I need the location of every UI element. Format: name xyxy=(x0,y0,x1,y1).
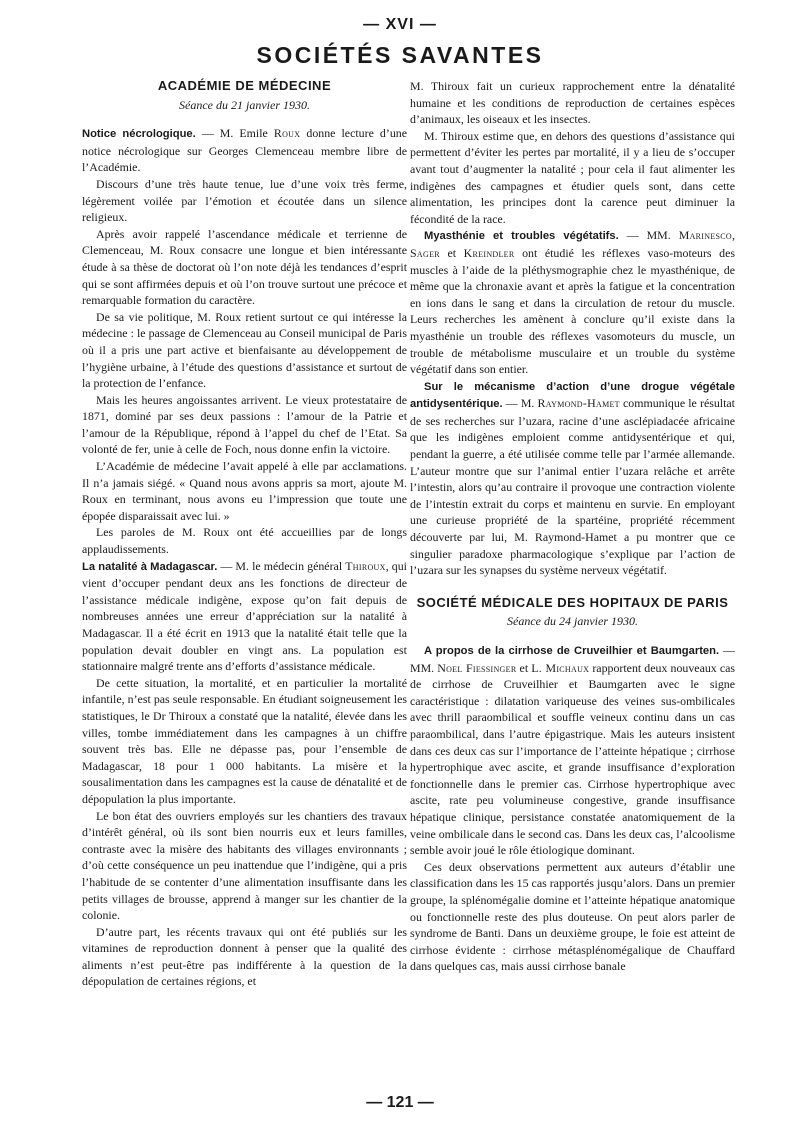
societe-medicale-heading: SOCIÉTÉ MÉDICALE DES HOPITAUX DE PARIS xyxy=(416,594,729,610)
rubric-natalite: La natalité à Madagascar. xyxy=(82,560,218,573)
paragraph-myasthenie xyxy=(410,227,735,377)
rubric-notice: Notice nécrologique. xyxy=(82,128,196,141)
text-fragment: et xyxy=(516,660,532,675)
paragraph-natalite-madagascar xyxy=(82,558,407,675)
section-title: SOCIÉTÉS SAVANTES xyxy=(256,42,544,68)
text-fragment: et xyxy=(439,245,464,260)
right-column xyxy=(410,78,735,975)
societe-session-date: Séance du 24 janvier 1930. xyxy=(507,614,638,629)
text-fragment: — M. xyxy=(502,396,538,411)
roman-page-folio: — XVI — xyxy=(363,16,437,33)
text-fragment: , xyxy=(732,228,735,243)
text-fragment: — MM. xyxy=(410,643,735,675)
paragraph-discours: Discours d’une très haute tenue, lue d’une voix très ferme, légèrement voilée par l’émotion et écoutée dans un silence religieux. xyxy=(82,176,407,225)
paragraph-thiroux-rapprochement: M. Thiroux fait un curieux rapprochement entre la dénatalité humaine et les conditions de reproduction de certaines espèces d’animaux, les oiseaux et les insectes. xyxy=(410,79,735,127)
paragraph-observations: Ces deux observations permettent aux auteurs d’établir une classification dans les 15 cas rapportés jusqu’alors. Dans un premier groupe, la splénomégalie domine et l’atteinte hépatique anatomique ou fonctionnelle reste des plus douteuse. On peut alors parler de syndrome de Banti. Dans un deuxième groupe, le foie est atteint de cirrhose évidente : cirrhose métasplénomégalique de Chauffard dans quelques cas, mais aussi cirrhose banale xyxy=(410,859,735,974)
text-fragment: — MM. xyxy=(618,228,679,243)
text-fragment: communique le résultat de ses recherches sur l’uzara, racine d’une asclépiadacée africaine que les indigènes emploient comme antidysentérique et qui, pendant la guerre, a été utilisée comme telle par l’armée allemande. L’auteur montre que sur l’animal entier l’uzara relâche et arrête l’intestin, alors qu’au contraire il provoque une contraction violente de l’intestin extrait du corps et maintenu en survie. En employant une curieuse propriété de la spartéine, propriété récemment découverte par lui, M. Raymond-Hamet a pu montrer que ce singulier paradoxe pharmacologique s’explique par l’action de l’uzara sur les synapses du système nerveux végétatif. xyxy=(410,396,735,578)
rubric-myasthenie: Myasthénie et troubles végétatifs. xyxy=(424,230,619,243)
author-name-fiessinger: Noel Fiessinger xyxy=(437,660,517,675)
text-fragment: — M. Emile xyxy=(195,126,274,141)
paragraph-uzara xyxy=(410,378,735,579)
author-name-thiroux: Thiroux xyxy=(345,558,386,573)
paragraph-vie-politique: De sa vie politique, M. Roux retient surtout ce qui intéresse la médecine : le passage de Clemenceau au Conseil municipal de Paris où il a pris une part active et bienfaisante au développement de l’hygiène urbaine, à l’étude des questions d’assistance et surtout de la protection de l’enfance. xyxy=(82,309,407,391)
rubric-uzara: Sur le mécanisme d’action d’une drogue végétale antidysentérique. xyxy=(410,380,735,411)
author-name-raymond-hamet: Raymond-Hamet xyxy=(537,396,620,411)
paragraph-acclamations: L’Académie de médecine l’avait appelé à elle par acclamations. Il n’a jamais siégé. « Quand nous avons appris sa mort, ajoute M. Roux en terminant, nous avons eu l’impression que toute une épopée disparaissait avec lui. » xyxy=(82,459,407,523)
academie-heading: ACADÉMIE DE MÉDECINE xyxy=(157,78,332,93)
paragraph-ouvriers-chantiers: Le bon état des ouvriers employés sur les chantiers des travaux d’intérêt général, où ils sont bien nourris eux et leurs familles, contraste avec la misère des habitants des villages environnants ; d’où cette conséquence un peu inattendue que l’indigène, qui a pris l’habitude de se contenter d’une alimentation insuffisante dans les petits villages de brousse, apprend à manger sur les chantier de la colonie. xyxy=(82,808,407,923)
rubric-cirrhose: A propos de la cirrhose de Cruveilhier et Baumgarten. xyxy=(424,645,720,657)
paragraph-cirrhose xyxy=(410,642,735,859)
paragraph-notice-necrologique xyxy=(82,125,407,176)
paragraph-applaudissements: Les paroles de M. Roux ont été accueillies par de longs applaudissements. xyxy=(82,525,407,557)
paragraph-vitamines: D’autre part, les récents travaux qui ont été publiés sur les vitamines de reproduction donnent à penser que la qualité des aliments n’est peut-être pas indifférente à la question de la dépopulation de certaines régions, et xyxy=(82,924,407,989)
text-fragment: — M. le médecin général xyxy=(217,558,346,573)
paragraph-situation-mortalite: De cette situation, la mortalité, et en particulier la mortalité infantile, n’est pas seule responsable. En étudiant soigneusement les statistiques, le Dr Thiroux a constaté que la natalité, élevée dans les villes, tombe immédiatement dans les campagnes à un chiffre souvent très bas. Elle ne dépasse pas, pour l’ensemble de Madagascar, 18 pour 1 000 habitants. La misère et la sousalimentation dans les campagnes est la cause de dénatalité et de dépopulation la plus importante. xyxy=(82,675,407,806)
author-name-sager: Sager xyxy=(410,245,440,260)
academie-session-date: Séance du 21 janvier 1930. xyxy=(179,97,310,112)
author-name-michaux: L. Michaux xyxy=(531,660,590,675)
paragraph-heures-angoissantes: Mais les heures angoissantes arrivent. Le vieux protestataire de 1871, dominé par ses deux passions : l’amour de la Patrie et l’amour de la République, répond à l’appel du chef de l’Etat. Sa volonté de fer, unie à celle de Foch, nous donne enfin la victoire. xyxy=(82,392,407,457)
text-fragment: rapportent deux nouveaux cas de cirrhose de Cruveilhier et Baumgarten avec le signe caractéristique : dilatation variqueuse des veines sus-ombilicales avec thrill paraombilical et souffle veineux continu dans un cas paraombilical, dans l’autre épigastrique. Mais les auteurs insistent dans ces deux cas sur l’importance de l’atteinte hépatique ; cirrhose hypertrophique avec ascite, et grande insuffisance d’exploration fonctionnelle dans le premier cas. Cirrhose hypertrophique avec ascite, rate peu volumineuse congestive, grande insuffisance hépatique clinique, persistance constatée anatomiquement de la veine ombilicale dans le second cas. Dans les deux cas, l’alcoolisme semble avoir joué le rôle étiologique dominant. xyxy=(410,660,736,858)
left-column xyxy=(82,78,407,990)
author-name-marinesco: Marinesco xyxy=(678,228,732,243)
author-name-kreindler: Kreindler xyxy=(463,245,515,260)
author-name-roux: Roux xyxy=(273,126,301,141)
paragraph-ascendance: Après avoir rappelé l’ascendance médicale et terrienne de Clemenceau, M. Roux consacre une longue et bien intéressante étude à sa thèse de doctorat où l’on note déjà les tendances d’esprit qui se sont affirmées depuis et où l’on trouve surtout une précoce et remarquable formation du caractère. xyxy=(82,226,407,308)
section-spacer xyxy=(410,579,735,595)
text-fragment: ont étudié les réflexes vaso-moteurs des muscles à l’aide de la pléthysmographie chez le myasthénique, de même que la chronaxie avant et après la fatigue et la concentration en ions dans le sang et dans la circulation de retour du muscle. Leurs recherches les amènent à conclure qu’il existe dans la myasthénie un trouble des réflexes vasomoteurs du muscle, un trouble de métabolisme musculaire et un trouble du système végétatif dans son entier. xyxy=(410,245,735,377)
text-fragment: donne lecture d’une notice nécrologique sur Georges Clemenceau membre libre de l’Académie. xyxy=(82,126,407,175)
text-fragment: , qui vient d’occuper pendant deux ans les fonctions de directeur de l’assistance médicale indigène, expose qu’on fait depuis de nombreuses années une erreur d’appréciation sur la natalité à Madagascar. Il a été écrit en 1913 que la natalité était telle que la population devait doubler en vingt ans. La population est stationnaire malgré trente ans d’efforts d’assistance médicale. xyxy=(82,558,407,674)
page-number: — 121 — xyxy=(366,1094,434,1111)
paragraph-thiroux-estime: M. Thiroux estime que, en dehors des questions d’assistance qui permettent d’éviter les pertes par mortalité, il y a lieu de s’occuper avant tout d’augmenter la natalité ; pour cela il faut alimenter les indigènes des campagnes et étudier quels sont, dans cette alimentation, les principes dont la carence peut diminuer la fécondité de la race. xyxy=(410,128,735,226)
